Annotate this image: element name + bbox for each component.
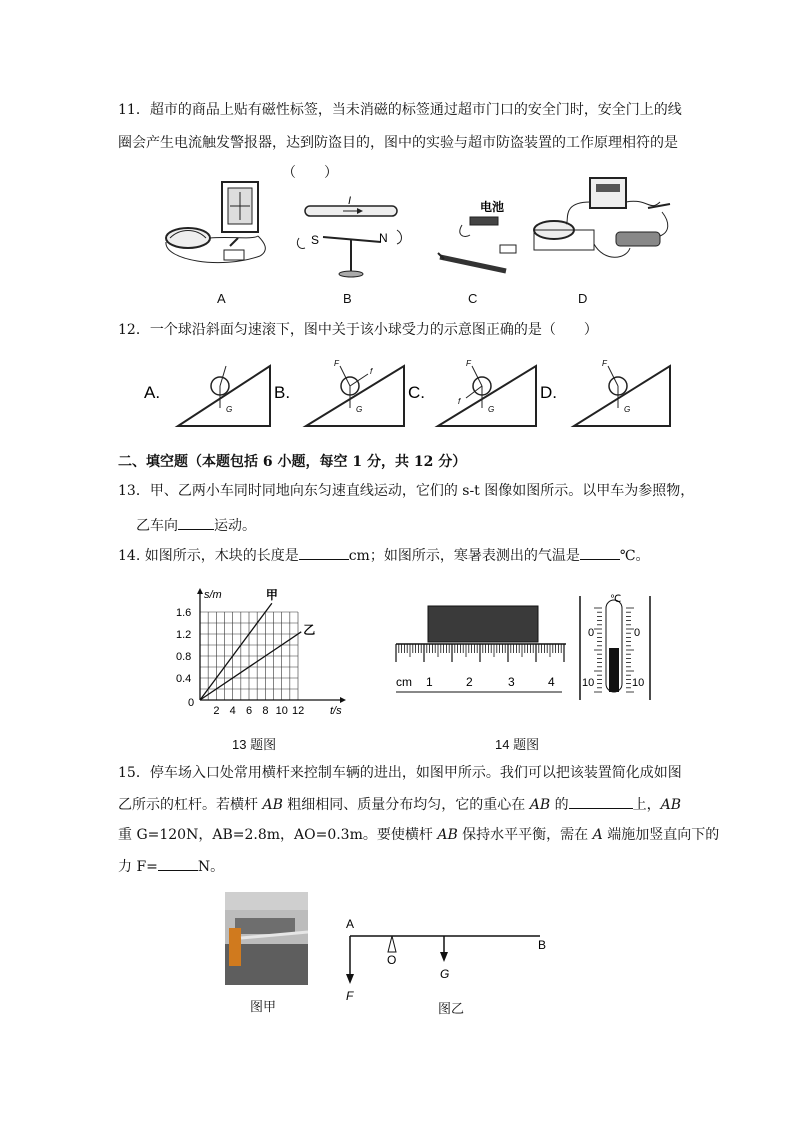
q15-lever-g: G [440, 967, 450, 981]
y-tick-label: 1.2 [176, 629, 192, 641]
q12-b-f-lower: f [370, 367, 373, 376]
q11-figure-a [160, 180, 280, 270]
q15-line3-a-point: A [592, 827, 603, 843]
y-axis-arrow [197, 588, 203, 594]
y-tick-label: 0.4 [176, 673, 192, 685]
origin-label: 0 [188, 697, 195, 709]
q15-fig-yi: 图乙 [438, 1001, 465, 1016]
q15-line3-ab: AB [437, 827, 458, 843]
q13-line2 [136, 515, 256, 536]
q14-ruler-unit: cm [396, 675, 412, 689]
q11-option-a: A [217, 291, 226, 306]
section2-title: 二、填空题（本题包括 6 小题，每空 1 分，共 12 分） [118, 454, 467, 470]
y-tick-label: 1.6 [176, 607, 192, 619]
q11-figure-c [430, 195, 530, 275]
q11-bracket: （ ） [282, 165, 338, 181]
q12-d-f: F [602, 359, 607, 368]
q14-caption: 14 题图 [495, 737, 540, 752]
q15-line2-ab3: AB [660, 797, 682, 813]
q15-line3-b: 保持水平平衡，需在 [457, 827, 593, 843]
q15-line3 [118, 825, 719, 845]
q15-lever-o: O [387, 953, 397, 967]
x-tick-label: 10 [275, 705, 288, 717]
q15-lever-b: B [538, 938, 547, 952]
series-label-2: 乙 [303, 622, 316, 637]
q12-option-c: C. [408, 383, 425, 402]
q15-line2-ab2: AB [529, 797, 551, 813]
q14-temp-blank[interactable] [580, 545, 620, 560]
q14-thermometer-figure [576, 592, 656, 704]
q14-ruler-tick-1: 1 [426, 675, 433, 689]
q15-center-blank[interactable] [569, 794, 633, 809]
q11-figure-b-n: N [379, 231, 388, 245]
q12-option-d: D. [540, 383, 557, 402]
q11-option-d: D [578, 291, 588, 306]
q14-thermo-left-10: 10 [582, 677, 595, 689]
q13-line1: 13．甲、乙两小车同时同地向东匀速直线运动，它们的 s-t 图像如图所示。以甲车为参照物， [118, 483, 695, 499]
q12-a-g: G [226, 405, 233, 414]
q11-figure-c-label: 电池 [480, 200, 505, 214]
series-label-1: 甲 [265, 588, 278, 603]
q14-ruler-figure [392, 604, 568, 696]
q11-line2: 圈会产生电流触发警报器，达到防盗目的，图中的实验与超市防盗装置的工作原理相符的是 [118, 135, 678, 151]
x-axis-arrow [340, 697, 346, 703]
q11-figure-b-i: I [348, 195, 352, 207]
series-line-2 [200, 632, 301, 700]
q15-line4-a: 力 F= [118, 859, 158, 875]
q14-length-blank[interactable] [299, 545, 349, 560]
q13-line2-b: 运动。 [214, 518, 256, 534]
q11-figure-b-s: S [311, 233, 320, 247]
y-tick-label: 0.8 [176, 651, 192, 663]
q13-answer-blank[interactable] [178, 515, 214, 530]
q15-line2 [118, 794, 681, 815]
q14-line-c: ℃。 [619, 548, 650, 564]
x-tick-label: 6 [246, 705, 253, 717]
q14-line [118, 545, 650, 566]
x-tick-label: 4 [229, 705, 236, 717]
q15-parking-photo [225, 892, 308, 985]
q15-force-blank[interactable] [158, 856, 198, 871]
q14-ruler-tick-4: 4 [548, 675, 555, 689]
q12-option-b: B. [274, 383, 291, 402]
q15-line2-a: 乙所示的杠杆。若横杆 [118, 797, 263, 813]
q13-caption: 13 题图 [232, 737, 277, 752]
q14-thermo-left-0: 0 [588, 627, 595, 639]
q14-ruler-tick-2: 2 [466, 675, 473, 689]
q14-thermo-right-10: 10 [632, 677, 645, 689]
q14-line-b: cm；如图所示，寒暑表测出的气温是 [348, 548, 580, 564]
q15-fulcrum [388, 936, 396, 952]
q15-lever-a: A [346, 917, 355, 931]
q12-figures [140, 352, 680, 434]
q12-b-g: G [356, 405, 363, 414]
q12-option-a: A. [144, 383, 161, 402]
q11-option-b: B [343, 291, 352, 306]
x-axis-label: t/s [330, 705, 342, 717]
q15-line2-b: 粗细相同、质量分布均匀，它的重心在 [282, 797, 530, 813]
q14-ruler-tick-3: 3 [508, 675, 515, 689]
x-tick-label: 12 [292, 705, 305, 717]
q12-d-g: G [624, 405, 631, 414]
q12-c-f-lower: f [458, 397, 461, 406]
q15-fig-jia: 图甲 [250, 999, 277, 1014]
q11-line1: 11．超市的商品上贴有磁性标签，当未消磁的标签通过超市门口的安全门时，安全门上的线 [118, 102, 682, 118]
q15-line3-a: 重 G=120N，AB=2.8m，AO=0.3m。要使横杆 [118, 827, 438, 843]
q15-line1: 15．停车场入口处常用横杆来控制车辆的进出，如图甲所示。我们可以把该装置简化成如图 [118, 765, 682, 781]
q12-c-f-upper: F [466, 359, 471, 368]
q14-line-a: 14. 如图所示，木块的长度是 [118, 548, 299, 564]
x-tick-label: 2 [213, 705, 220, 717]
series-line-1 [200, 603, 272, 700]
q15-line4 [118, 856, 224, 877]
q12-c-g: G [488, 405, 495, 414]
q15-line2-ab: AB [262, 797, 283, 813]
q13-line2-a: 乙车向 [136, 518, 178, 534]
q15-line4-b: N。 [197, 859, 225, 875]
q11-figure-b [293, 192, 408, 282]
q13-st-chart [174, 586, 354, 721]
q11-figure-d [530, 172, 680, 272]
q12-b-f-upper: F [334, 359, 339, 368]
q11-option-c: C [468, 291, 478, 306]
q15-lever-f: F [346, 989, 354, 1003]
q14-thermo-right-0: 0 [634, 627, 641, 639]
q15-line3-c: 端施加竖直向下的 [602, 827, 720, 843]
x-tick-label: 8 [262, 705, 269, 717]
q15-line2-c: 的 [550, 797, 569, 813]
q12-line: 12．一个球沿斜面匀速滚下，图中关于该小球受力的示意图正确的是（ ） [118, 322, 598, 338]
y-axis-label: s/m [204, 589, 222, 601]
q14-thermo-unit: ℃ [610, 594, 622, 605]
q15-line2-d: 上， [632, 797, 661, 813]
